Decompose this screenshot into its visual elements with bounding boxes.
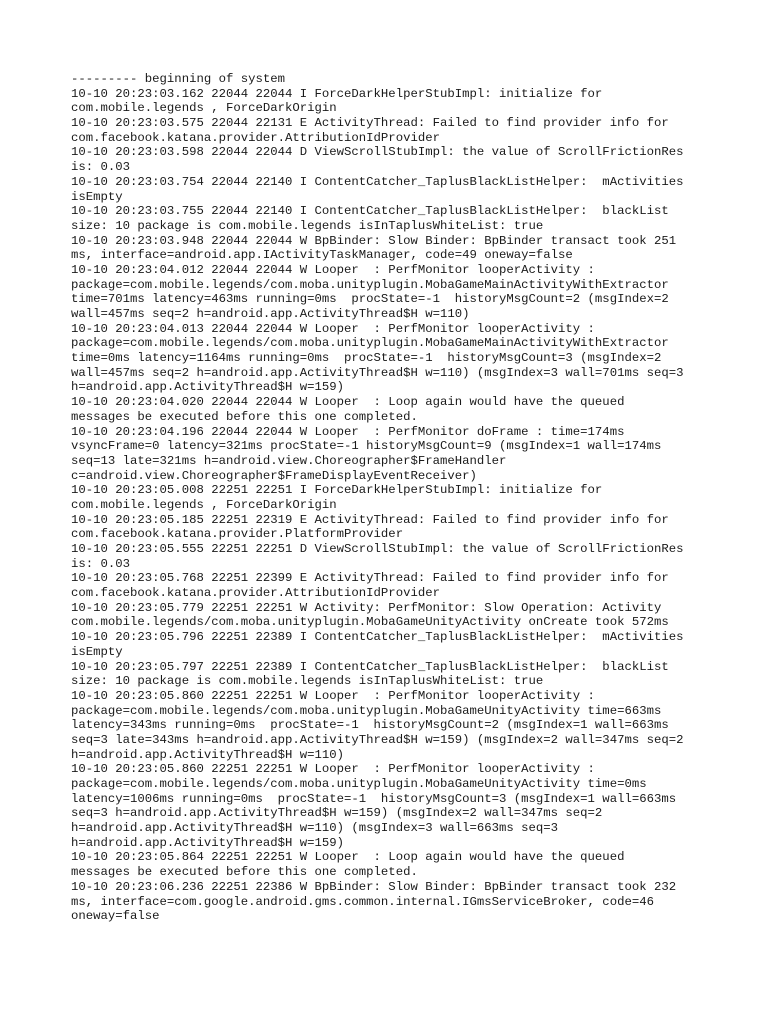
log-line: size: 10 package is com.mobile.legends isInTaplusWhiteList: true <box>71 674 544 689</box>
log-line: 10-10 20:23:06.236 22251 22386 W BpBinder: Slow Binder: BpBinder transact took 232 <box>71 879 677 894</box>
log-line: latency=343ms running=0ms procState=-1 historyMsgCount=2 (msgIndex=1 wall=663ms <box>71 718 669 733</box>
log-line: 10-10 20:23:05.008 22251 22251 I ForceDarkHelperStubImpl: initialize for <box>71 483 603 498</box>
log-line: h=android.app.ActivityThread$H w=159) <box>71 380 345 395</box>
log-line: ms, interface=android.app.IActivityTaskManager, code=49 oneway=false <box>71 248 573 263</box>
log-line: messages be executed before this one completed. <box>71 865 418 880</box>
log-line: ms, interface=com.google.android.gms.common.internal.IGmsServiceBroker, code=46 <box>71 894 654 909</box>
log-line: is: 0.03 <box>71 160 131 175</box>
log-line: h=android.app.ActivityThread$H w=110) <box>71 747 345 762</box>
log-line: com.facebook.katana.provider.AttributionIdProvider <box>71 586 440 601</box>
log-line: time=701ms latency=463ms running=0ms procState=-1 historyMsgCount=2 (msgIndex=2 <box>71 292 669 307</box>
log-line: com.mobile.legends , ForceDarkOrigin <box>71 497 337 512</box>
log-line: vsyncFrame=0 latency=321ms procState=-1 historyMsgCount=9 (msgIndex=1 wall=174ms <box>71 439 662 454</box>
log-line: seq=3 h=android.app.ActivityThread$H w=159) (msgIndex=2 wall=347ms seq=2 <box>71 806 603 821</box>
log-line: isEmpty <box>71 189 123 204</box>
log-line: size: 10 package is com.mobile.legends isInTaplusWhiteList: true <box>71 218 544 233</box>
log-line: 10-10 20:23:04.013 22044 22044 W Looper : PerfMonitor looperActivity : <box>71 321 595 336</box>
log-line: h=android.app.ActivityThread$H w=110) (msgIndex=3 wall=663ms seq=3 <box>71 821 559 836</box>
log-line: com.facebook.katana.provider.AttributionIdProvider <box>71 130 440 145</box>
log-line: isEmpty <box>71 644 123 659</box>
log-line: seq=13 late=321ms h=android.view.Choreographer$FrameHandler <box>71 453 507 468</box>
log-line: 10-10 20:23:05.768 22251 22399 E ActivityThread: Failed to find provider info for <box>71 571 669 586</box>
log-line: 10-10 20:23:03.598 22044 22044 D ViewScrollStubImpl: the value of ScrollFrictionRes <box>71 145 684 160</box>
log-line: wall=457ms seq=2 h=android.app.ActivityThread$H w=110) <box>71 307 470 321</box>
log-line: --------- beginning of system <box>71 72 286 86</box>
log-line: is: 0.03 <box>71 556 131 571</box>
log-line: com.facebook.katana.provider.PlatformProvider <box>71 527 404 542</box>
log-line: oneway=false <box>71 909 160 924</box>
log-line: 10-10 20:23:03.754 22044 22140 I ContentCatcher_TaplusBlackListHelper: mActivities <box>71 174 684 189</box>
log-line: package=com.mobile.legends/com.moba.unityplugin.MobaGameMainActivityWithExtractor <box>71 277 669 292</box>
log-line: 10-10 20:23:05.555 22251 22251 D ViewScrollStubImpl: the value of ScrollFrictionRes <box>71 542 684 556</box>
log-line: latency=1006ms running=0ms procState=-1 historyMsgCount=3 (msgIndex=1 wall=663ms <box>71 791 677 806</box>
log-line: 10-10 20:23:04.012 22044 22044 W Looper : PerfMonitor looperActivity : <box>71 262 595 277</box>
log-line: package=com.mobile.legends/com.moba.unityplugin.MobaGameMainActivityWithExtractor <box>71 336 669 351</box>
log-line: messages be executed before this one completed. <box>71 409 418 424</box>
log-line: package=com.mobile.legends/com.moba.unityplugin.MobaGameUnityActivity time=663ms <box>71 703 662 718</box>
log-line: seq=3 late=343ms h=android.app.ActivityThread$H w=159) (msgIndex=2 wall=347ms seq=2 <box>71 732 684 747</box>
log-line: wall=457ms seq=2 h=android.app.ActivityThread$H w=110) (msgIndex=3 wall=701ms seq=3 <box>71 365 684 380</box>
log-line: 10-10 20:23:05.185 22251 22319 E ActivityThread: Failed to find provider info for <box>71 512 669 527</box>
log-line: 10-10 20:23:05.796 22251 22389 I ContentCatcher_TaplusBlackListHelper: mActivities <box>71 630 684 645</box>
log-document <box>71 72 711 924</box>
log-line: 10-10 20:23:05.860 22251 22251 W Looper : PerfMonitor looperActivity : <box>71 688 595 703</box>
log-line: 10-10 20:23:04.020 22044 22044 W Looper : Loop again would have the queued <box>71 395 625 410</box>
log-line: 10-10 20:23:05.864 22251 22251 W Looper : Loop again would have the queued <box>71 850 625 865</box>
log-line: com.mobile.legends , ForceDarkOrigin <box>71 101 337 116</box>
log-line: c=android.view.Choreographer$FrameDisplayEventReceiver) <box>71 468 477 483</box>
log-line: 10-10 20:23:05.797 22251 22389 I ContentCatcher_TaplusBlackListHelper: blackList <box>71 659 669 674</box>
log-line: time=0ms latency=1164ms running=0ms procState=-1 historyMsgCount=3 (msgIndex=2 <box>71 351 662 366</box>
log-line: 10-10 20:23:03.948 22044 22044 W BpBinder: Slow Binder: BpBinder transact took 251 <box>71 233 677 248</box>
log-line: 10-10 20:23:03.575 22044 22131 E ActivityThread: Failed to find provider info for <box>71 116 669 131</box>
log-line: com.mobile.legends/com.moba.unityplugin.MobaGameUnityActivity onCreate took 572ms <box>71 615 669 630</box>
log-line: 10-10 20:23:04.196 22044 22044 W Looper : PerfMonitor doFrame : time=174ms <box>71 424 625 439</box>
log-line: package=com.mobile.legends/com.moba.unityplugin.MobaGameUnityActivity time=0ms <box>71 777 647 791</box>
log-line: h=android.app.ActivityThread$H w=159) <box>71 835 345 850</box>
log-line: 10-10 20:23:05.779 22251 22251 W Activity: PerfMonitor: Slow Operation: Activity <box>71 600 662 615</box>
log-line: 10-10 20:23:03.162 22044 22044 I ForceDarkHelperStubImpl: initialize for <box>71 86 603 101</box>
log-line: 10-10 20:23:03.755 22044 22140 I ContentCatcher_TaplusBlackListHelper: blackList <box>71 204 669 219</box>
log-line: 10-10 20:23:05.860 22251 22251 W Looper : PerfMonitor looperActivity : <box>71 762 595 777</box>
